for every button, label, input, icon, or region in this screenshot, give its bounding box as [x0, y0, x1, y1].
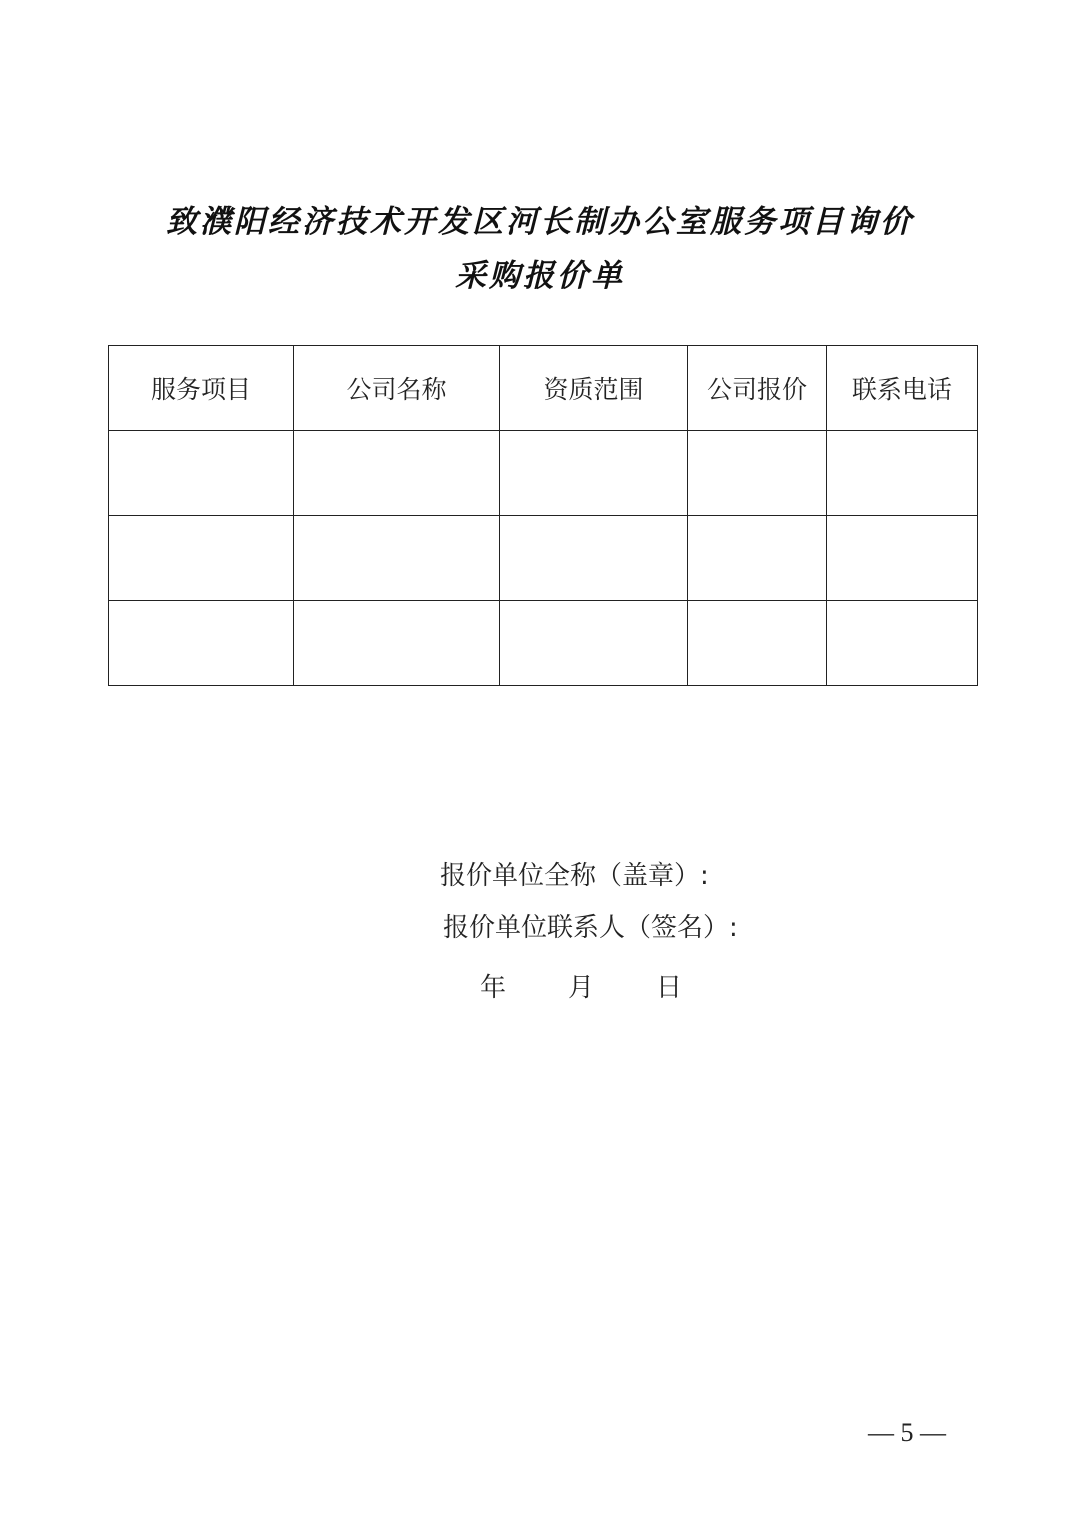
contact-person-label: 报价单位联系人（签名）: — [443, 913, 738, 943]
table-cell[interactable] — [294, 516, 500, 601]
table-cell[interactable] — [688, 516, 827, 601]
table-cell[interactable] — [294, 431, 500, 516]
table-cell[interactable] — [109, 516, 294, 601]
header-company-quote: 公司报价 — [688, 346, 827, 431]
table-cell[interactable] — [500, 516, 688, 601]
page-number: — 5 — — [868, 1418, 946, 1447]
table-cell[interactable] — [294, 601, 500, 686]
table-cell[interactable] — [688, 601, 827, 686]
header-company-name: 公司名称 — [294, 346, 500, 431]
document-title — [0, 195, 1080, 303]
table-cell[interactable] — [688, 431, 827, 516]
header-service-item: 服务项目 — [109, 346, 294, 431]
table-row — [109, 601, 978, 686]
table-header-row — [109, 346, 978, 431]
table-cell[interactable] — [827, 431, 978, 516]
quote-table — [108, 345, 978, 686]
table-cell[interactable] — [500, 601, 688, 686]
table-cell[interactable] — [109, 431, 294, 516]
table-row — [109, 431, 978, 516]
company-full-name-label: 报价单位全称（盖章）: — [440, 861, 709, 891]
table-row — [109, 516, 978, 601]
header-qualification-scope: 资质范围 — [500, 346, 688, 431]
table-cell[interactable] — [109, 601, 294, 686]
year-label: 年 — [480, 973, 507, 1003]
title-line-2: 采购报价单 — [455, 258, 625, 294]
table-cell[interactable] — [827, 601, 978, 686]
table-cell[interactable] — [827, 516, 978, 601]
day-label: 日 — [656, 973, 683, 1003]
table-cell[interactable] — [500, 431, 688, 516]
title-line-1: 致濮阳经济技术开发区河长制办公室服务项目询价 — [166, 204, 914, 240]
month-label: 月 — [568, 973, 595, 1003]
header-contact-phone: 联系电话 — [827, 346, 978, 431]
